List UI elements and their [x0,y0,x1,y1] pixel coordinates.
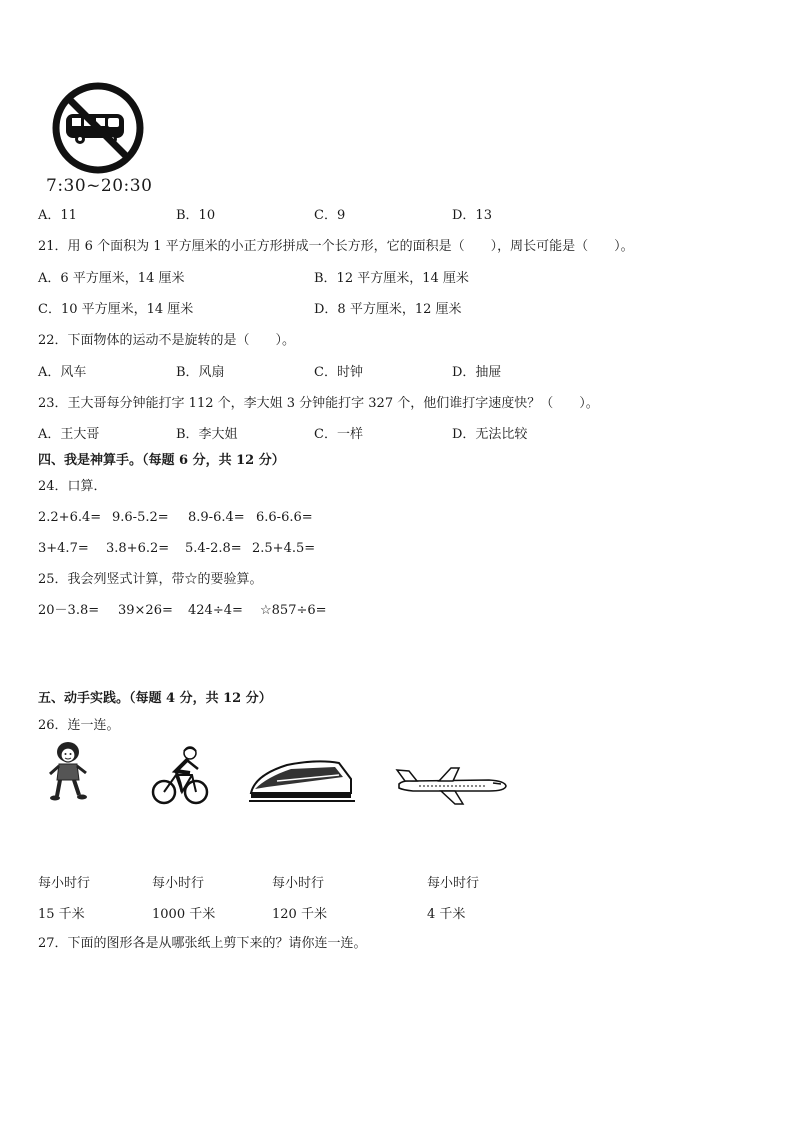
q23-stem: 23．王大哥每分钟能打字 112 个，李大姐 3 分钟能打字 327 个，他们谁打字速度快？（ ）。 [38,396,599,411]
speed-label-2-top: 每小时行 [152,876,205,891]
q23-option-b: B．李大姐 [176,427,238,442]
speed-label-4-bottom: 4 千米 [427,907,466,922]
q21-option-c: C．10 平方厘米，14 厘米 [38,302,194,317]
speed-label-3-top: 每小时行 [272,876,325,891]
q21-option-d: D．8 平方厘米，12 厘米 [314,302,462,317]
q21-option-a: A．6 平方厘米，14 厘米 [38,271,185,286]
q22-stem: 22．下面物体的运动不是旋转的是（ ）。 [38,333,296,348]
q26-stem: 26．连一连。 [38,718,120,733]
q24-expr-4: 6.6-6.6= [256,510,313,525]
section4-heading: 四、我是神算手。（每题 6 分，共 12 分） [38,453,285,468]
cyclist-icon [150,745,210,807]
speed-label-1-top: 每小时行 [38,876,91,891]
q20-option-c: C．9 [314,208,346,223]
train-icon [247,755,357,805]
q24-expr-1: 2.2+6.4= [38,510,102,525]
q22-option-a: A．风车 [38,365,87,380]
q22-option-d: D．抽屉 [452,365,502,380]
walking-child-icon [44,740,92,804]
q24-expr-6: 3.8+6.2= [106,541,170,556]
q24-expr-7: 5.4-2.8= [185,541,242,556]
speed-label-4-top: 每小时行 [427,876,480,891]
q25-item-3: 424÷4= [188,603,243,618]
q21-option-b: B．12 平方厘米，14 厘米 [314,271,469,286]
airplane-icon [393,766,509,806]
q25-item-2: 39×26= [118,603,173,618]
q22-option-b: B．风扇 [176,365,225,380]
speed-label-3-bottom: 120 千米 [272,907,327,922]
q27-stem: 27．下面的图形各是从哪张纸上剪下来的？请你连一连。 [38,936,367,951]
sign-time-text: 7:30~20:30 [46,176,153,196]
q23-option-a: A．王大哥 [38,427,100,442]
q20-option-a: A．11 [38,208,77,223]
q22-option-c: C．时钟 [314,365,363,380]
q23-option-c: C．一样 [314,427,363,442]
q23-option-d: D．无法比较 [452,427,528,442]
q24-expr-3: 8.9-6.4= [188,510,245,525]
q20-option-b: B．10 [176,208,216,223]
q21-stem: 21．用 6 个面积为 1 平方厘米的小正方形拼成一个长方形，它的面积是（ ），周长可能是（ ）。 [38,239,634,254]
section5-heading: 五、动手实践。（每题 4 分，共 12 分） [38,691,272,706]
no-bus-sign-icon [50,80,146,176]
q25-stem: 25．我会列竖式计算，带☆的要验算。 [38,572,263,587]
speed-label-1-bottom: 15 千米 [38,907,85,922]
q25-item-4: ☆857÷6= [260,603,327,618]
q24-expr-5: 3+4.7= [38,541,89,556]
q20-option-d: D．13 [452,208,492,223]
q24-stem: 24．口算． [38,479,107,494]
q24-expr-8: 2.5+4.5= [252,541,316,556]
speed-label-2-bottom: 1000 千米 [152,907,216,922]
q25-item-1: 20－3.8= [38,603,100,618]
q24-expr-2: 9.6-5.2= [112,510,169,525]
